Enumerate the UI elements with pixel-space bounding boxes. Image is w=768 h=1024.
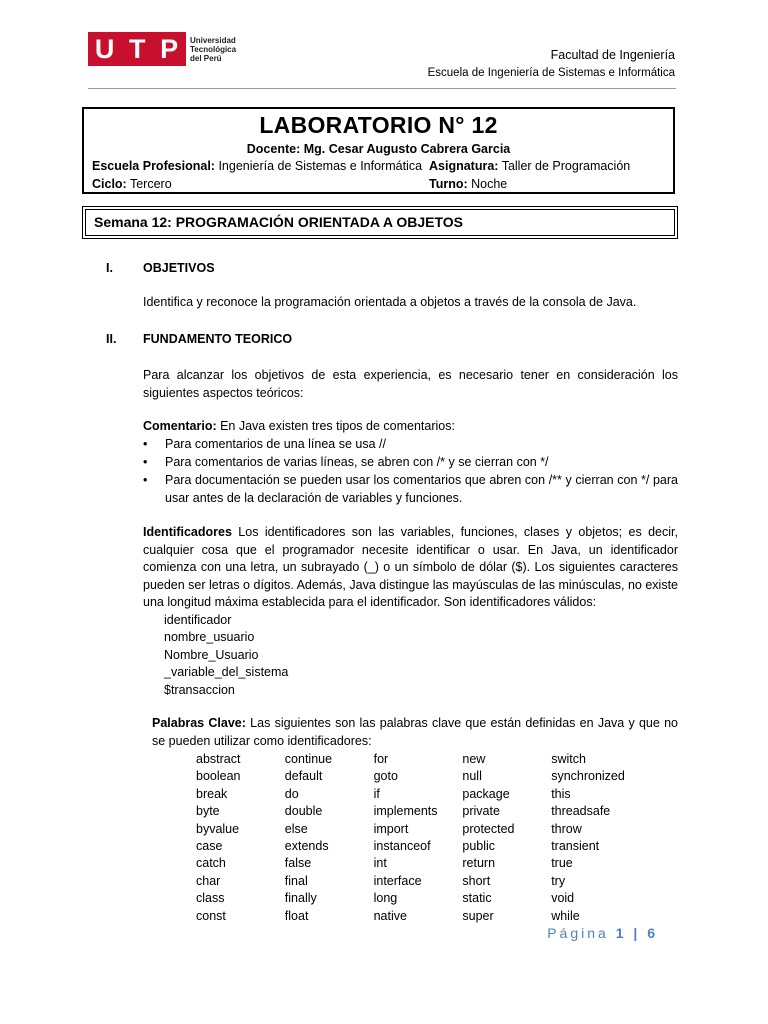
keyword-cell: import: [373, 821, 409, 836]
keyword-cell: case: [196, 839, 223, 854]
keyword-cell: double: [284, 804, 323, 819]
objetivos-text: Identifica y reconoce la programación orientada a objetos a través de la consola de Java.: [143, 295, 637, 309]
identificadores-paragraph: [143, 524, 678, 612]
table-row: [196, 890, 640, 907]
keyword-cell: char: [196, 873, 221, 888]
keyword-cell: false: [284, 856, 312, 871]
escuela-profesional: [92, 159, 422, 173]
docente-line: Docente: Mg. Cesar Augusto Cabrera Garcia: [246, 142, 511, 156]
keyword-cell: goto: [373, 769, 398, 784]
keyword-cell: static: [462, 891, 492, 906]
keyword-cell: do: [284, 786, 299, 801]
identificadores-text: Los identificadores son las variables, funciones, clases y objetos; es decir, cualquier cosa que el programador necesite identificar o usar. En Java, un identificador comienza con una letra, un subrayado (_) o un símbolo de dólar ($). Los siguientes caracteres pueden ser letras o dígitos. Además, Java distingue las mayúsculas de las minúsculas, no existe una longitud máxima establecida para el identificador. Son identificadores válidos:: [143, 525, 679, 609]
keyword-cell: void: [551, 891, 575, 906]
section-number: I.: [106, 261, 113, 275]
turno: [429, 177, 507, 191]
asignatura-value: Taller de Programación: [498, 159, 631, 173]
school-name: Escuela de Ingeniería de Sistemas e Informática: [427, 67, 675, 79]
keyword-cell: private: [462, 804, 500, 819]
week-title: Semana 12: PROGRAMACIÓN ORIENTADA A OBJETOS: [85, 209, 675, 236]
keyword-cell: transient: [551, 839, 600, 854]
keyword-cell: class: [196, 891, 225, 906]
keyword-cell: try: [551, 873, 566, 888]
fundamento-intro: Para alcanzar los objetivos de esta experiencia, es necesario tener en consideración los siguientes aspectos teóricos:: [143, 368, 678, 400]
keyword-cell: package: [462, 786, 510, 801]
utp-logo-text: [190, 36, 236, 63]
keyword-cell: float: [284, 908, 309, 923]
page-total: 6: [647, 925, 658, 941]
keyword-cell: super: [462, 908, 494, 923]
keyword-cell: int: [373, 856, 387, 871]
keyword-cell: protected: [462, 821, 515, 836]
page-label: Página: [547, 925, 609, 941]
keyword-cell: true: [551, 856, 573, 871]
table-row: [196, 873, 640, 890]
keyword-cell: const: [196, 908, 226, 923]
keyword-cell: default: [284, 769, 323, 784]
table-row: [196, 855, 640, 872]
keyword-cell: abstract: [196, 752, 241, 766]
keyword-table: [196, 751, 640, 925]
list-item: $transaccion: [164, 682, 235, 697]
comentario-bullets: [143, 436, 678, 508]
turno-label: Turno:: [429, 177, 468, 191]
keyword-cell: interface: [373, 873, 422, 888]
faculty-name: Facultad de Ingeniería: [550, 48, 675, 62]
keyword-cell: switch: [551, 752, 586, 766]
keyword-cell: new: [462, 752, 486, 766]
list-item: nombre_usuario: [164, 630, 255, 645]
palabras-clave-paragraph: [152, 715, 678, 750]
table-row: [196, 751, 640, 768]
list-item: • Para documentación se pueden usar los comentarios que abren con /** y cierran con */ para usar antes de la declaración de variables y funciones.: [143, 472, 678, 507]
keyword-cell: break: [196, 786, 228, 801]
table-row: [196, 908, 640, 925]
keyword-cell: short: [462, 873, 491, 888]
list-item: • Para comentarios de una línea se usa //: [143, 436, 678, 454]
keyword-cell: finally: [284, 891, 317, 906]
logo-letter: T: [128, 33, 147, 64]
comentario-paragraph: [143, 418, 678, 436]
logo-text-line: del Perú: [190, 53, 222, 63]
page-number: 1: [615, 925, 627, 941]
escuela-value: Ingeniería de Sistemas e Informática: [214, 159, 423, 173]
keyword-cell: native: [373, 908, 407, 923]
ciclo-label: Ciclo:: [92, 177, 127, 191]
keyword-cell: byte: [196, 804, 220, 819]
palabras-clave-label: Palabras Clave:: [152, 716, 246, 730]
utp-logo: [88, 32, 236, 66]
asignatura-label: Asignatura:: [429, 159, 499, 173]
keyword-cell: synchronized: [551, 769, 625, 784]
list-item: _variable_del_sistema: [164, 665, 289, 680]
asignatura: [429, 159, 630, 173]
ciclo-value: Tercero: [126, 177, 172, 191]
keyword-cell: long: [373, 891, 398, 906]
keyword-cell: this: [551, 786, 571, 801]
section-title: FUNDAMENTO TEORICO: [143, 332, 293, 346]
comentario-label: Comentario:: [143, 419, 217, 433]
keyword-cell: if: [373, 786, 380, 801]
identificadores-examples: [164, 612, 288, 699]
keyword-cell: public: [462, 839, 496, 854]
table-row: [196, 768, 640, 785]
logo-letter: U: [94, 33, 116, 64]
turno-value: Noche: [467, 177, 508, 191]
section-number: II.: [106, 332, 117, 346]
ciclo: [92, 177, 172, 191]
page-footer: [547, 925, 658, 941]
keyword-cell: threadsafe: [551, 804, 611, 819]
palabras-clave-text: Las siguientes son las palabras clave que están definidas en Java y que no se pueden utilizar como identificadores:: [152, 716, 678, 748]
keyword-cell: throw: [551, 821, 582, 836]
lab-title-box: [82, 107, 675, 194]
page-separator: |: [633, 925, 641, 941]
keyword-cell: continue: [284, 752, 333, 766]
keyword-cell: boolean: [196, 769, 241, 784]
header-right: [428, 46, 675, 82]
keyword-cell: byvalue: [196, 821, 240, 836]
logo-text-line: Universidad: [190, 35, 236, 45]
keyword-cell: return: [462, 856, 496, 871]
comentario-text: En Java existen tres tipos de comentarios:: [216, 419, 455, 433]
logo-letter: P: [160, 33, 180, 64]
week-box: [82, 206, 678, 239]
keyword-cell: extends: [284, 839, 329, 854]
list-item: identificador: [164, 613, 232, 627]
utp-logo-mark: [88, 32, 186, 66]
list-item: • Para comentarios de varias líneas, se abren con /* y se cierran con */: [143, 454, 678, 472]
keyword-cell: catch: [196, 856, 226, 871]
keyword-cell: implements: [373, 804, 438, 819]
keyword-cell: instanceof: [373, 839, 431, 854]
identificadores-label: Identificadores: [143, 525, 232, 539]
keyword-cell: final: [284, 873, 308, 888]
keyword-cell: else: [284, 821, 308, 836]
table-row: [196, 786, 640, 803]
list-item: Nombre_Usuario: [164, 647, 259, 662]
escuela-label: Escuela Profesional:: [92, 159, 215, 173]
header-divider: [88, 88, 676, 89]
keyword-cell: null: [462, 769, 482, 784]
keyword-cell: while: [551, 908, 580, 923]
logo-text-line: Tecnológica: [190, 44, 237, 54]
table-row: [196, 803, 640, 820]
table-row: [196, 838, 640, 855]
keyword-cell: for: [373, 752, 389, 766]
section-title: OBJETIVOS: [143, 261, 215, 275]
table-row: [196, 821, 640, 838]
lab-title: LABORATORIO N° 12: [259, 112, 498, 138]
